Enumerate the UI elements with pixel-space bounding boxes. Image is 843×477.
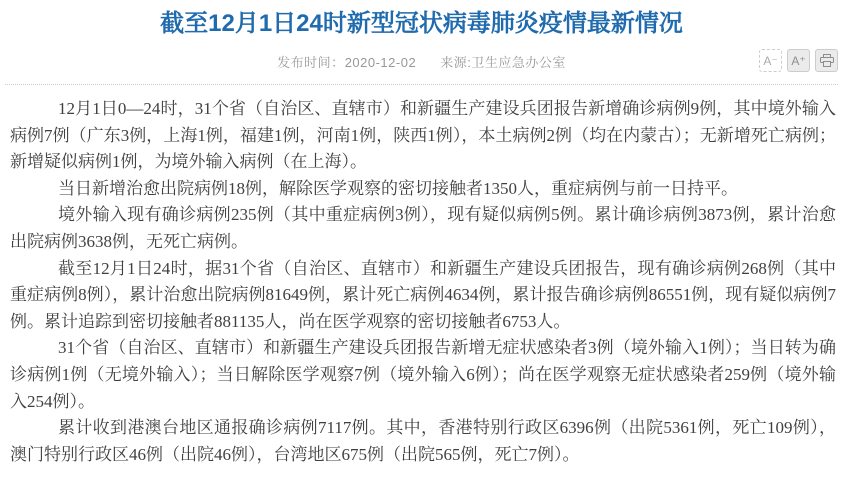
paragraph-new-recovered: 当日新增治愈出院病例18例，解除医学观察的密切接触者1350人，重症病例与前一日持平。 <box>58 178 738 198</box>
publish-time-value: 2020-12-02 <box>344 55 417 70</box>
page-title: 截至12月1日24时新型冠状病毒肺炎疫情最新情况 <box>160 10 683 37</box>
font-increase-button[interactable]: A⁺ <box>787 49 810 72</box>
article-body <box>0 96 843 468</box>
separator-line <box>5 84 838 85</box>
publish-time-label: 发布时间： <box>277 55 345 70</box>
paragraph-cumulative-totals: 截至12月1日24时，据31个省（自治区、直辖市）和新疆生产建设兵团报告，现有确诊病例268例（其中重症病例8例），累计治愈出院病例81649例，累计死亡病例4634例，累计报告确诊病例86551例，现有疑似病例7例。累计追踪到密切接触者881135人，尚在医学观察的密切接触者6753人。 <box>10 258 836 331</box>
paragraph-hk-macao-taiwan: 累计收到港澳台地区通报确诊病例7117例。其中，香港特别行政区6396例（出院5361例，死亡109例），澳门特别行政区46例（出院46例），台湾地区675例（出院565例，死亡7例）。 <box>10 418 836 464</box>
font-decrease-button[interactable]: A⁻ <box>759 49 782 72</box>
source-value: 卫生应急办公室 <box>471 55 566 70</box>
source-label: 来源: <box>440 55 472 70</box>
paragraph-imported-cases: 境外输入现有确诊病例235例（其中重症病例3例），现有疑似病例5例。累计确诊病例3873例，累计治愈出院病例3638例，无死亡病例。 <box>10 205 836 251</box>
meta-row <box>0 51 843 74</box>
printer-icon <box>820 54 834 67</box>
toolbar <box>759 49 838 72</box>
meta-info <box>0 51 843 74</box>
paragraph-asymptomatic-cases: 31个省（自治区、直辖市）和新疆生产建设兵团报告新增无症状感染者3例（境外输入1例）；当日转为确诊病例1例（无境外输入）；当日解除医学观察7例（境外输入6例）；尚在医学观察无症状感染者259例（境外输入254例）。 <box>10 338 836 411</box>
print-button[interactable] <box>815 49 838 72</box>
paragraph-new-confirmed: 12月1日0—24时，31个省（自治区、直辖市）和新疆生产建设兵团报告新增确诊病例9例，其中境外输入病例7例（广东3例，上海1例，福建1例，河南1例，陕西1例），本土病例2例（均在内蒙古）；无新增死亡病例；新增疑似病例1例，为境外输入病例（在上海）。 <box>10 99 836 172</box>
